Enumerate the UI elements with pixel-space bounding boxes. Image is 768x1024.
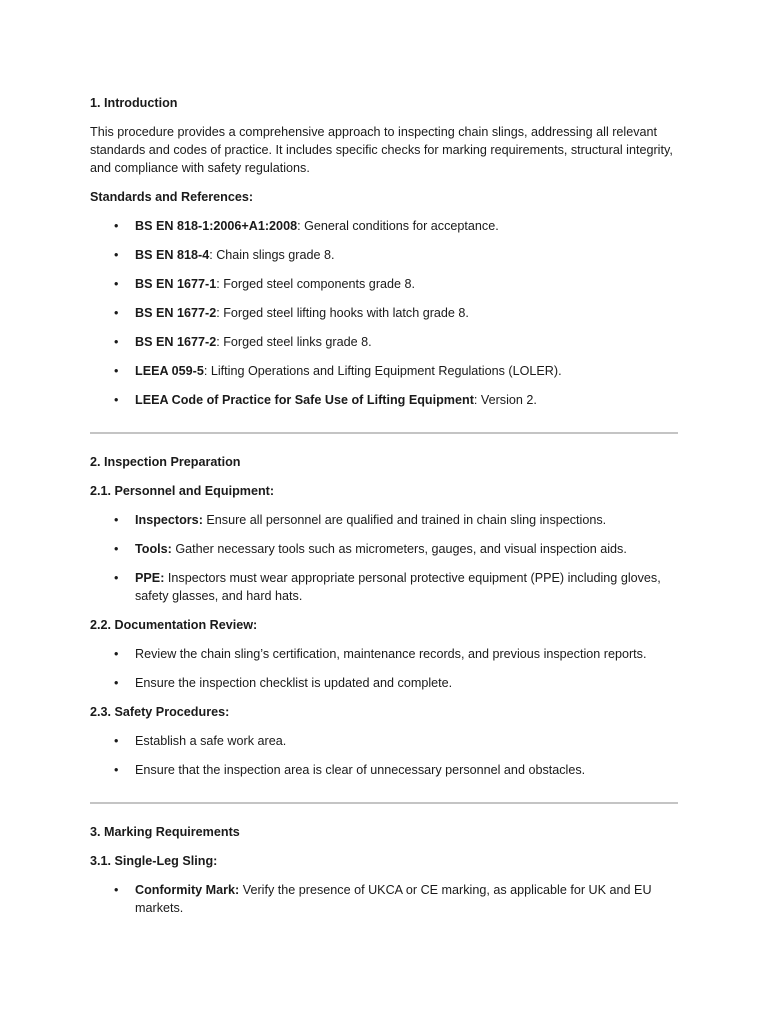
item-text: Ensure that the inspection area is clear of unnecessary personnel and obstacles. [135,763,586,777]
subsection-heading-personnel-equipment: 2.1. Personnel and Equipment: [90,484,275,498]
item-term: Conformity Mark: [135,883,240,897]
section-heading-marking-requirements: 3. Marking Requirements [90,825,240,839]
standard-description: : Forged steel lifting hooks with latch grade 8. [216,306,469,320]
bullet-icon: • [114,335,119,349]
item-description: Inspectors must wear appropriate personal protective equipment (PPE) including gloves, safety glasses, and hard hats. [135,571,661,603]
standard-description: : Lifting Operations and Lifting Equipment Regulations (LOLER). [203,364,562,378]
list-item [90,391,678,409]
section-heading-introduction: 1. Introduction [90,96,178,110]
standard-description: : Forged steel components grade 8. [216,277,416,291]
standard-term: BS EN 818-4 [135,248,210,262]
standards-heading: Standards and References: [90,190,254,204]
standard-term: BS EN 1677-1 [135,277,217,291]
list-item [90,217,678,235]
item-description: Gather necessary tools such as micrometers, gauges, and visual inspection aids. [171,542,627,556]
list-item [90,540,678,558]
bullet-icon: • [114,364,119,378]
bullet-icon: • [114,277,119,291]
item-term: Inspectors: [135,513,203,527]
list-item [90,761,678,779]
standard-term: BS EN 1677-2 [135,335,217,349]
standards-list [90,217,678,409]
standard-description: : Version 2. [473,393,537,407]
list-item [90,511,678,529]
item-term: Tools: [135,542,172,556]
item-term: PPE: [135,571,165,585]
standard-description: : Chain slings grade 8. [209,248,335,262]
standard-term: LEEA 059-5 [135,364,204,378]
bullet-icon: • [114,393,119,407]
item-text: Ensure the inspection checklist is updated and complete. [135,676,453,690]
standard-description: : Forged steel links grade 8. [216,335,372,349]
standard-term: BS EN 1677-2 [135,306,217,320]
bullet-icon: • [114,763,119,777]
subsection-heading-documentation-review: 2.2. Documentation Review: [90,618,258,632]
list-item [90,304,678,322]
list-item [90,362,678,380]
list-item [90,569,678,605]
bullet-icon: • [114,513,119,527]
subsection-heading-safety-procedures: 2.3. Safety Procedures: [90,705,230,719]
bullet-icon: • [114,676,119,690]
list-item [90,732,678,750]
list-item [90,881,678,917]
standard-description: : General conditions for acceptance. [297,219,499,233]
documentation-review-list [90,645,678,692]
list-item [90,645,678,663]
bullet-icon: • [114,647,119,661]
list-item [90,674,678,692]
bullet-icon: • [114,883,119,897]
standard-term: LEEA Code of Practice for Safe Use of Lifting Equipment [135,393,474,407]
item-text: Review the chain sling’s certification, maintenance records, and previous inspection reports. [135,647,647,661]
list-item [90,275,678,293]
item-description: Verify the presence of UKCA or CE marking, as applicable for UK and EU markets. [135,883,652,915]
bullet-icon: • [114,248,119,262]
bullet-icon: • [114,734,119,748]
subsection-heading-single-leg-sling: 3.1. Single-Leg Sling: [90,854,218,868]
single-leg-sling-list [90,881,678,917]
bullet-icon: • [114,219,119,233]
section-divider [90,432,678,434]
bullet-icon: • [114,542,119,556]
list-item [90,246,678,264]
standard-term: BS EN 818-1:2006+A1:2008 [135,219,298,233]
intro-paragraph: This procedure provides a comprehensive approach to inspecting chain slings, addressing all relevant standards and codes of practice. It includes specific checks for marking requirements, structural integrity, and compliance with safety regulations. [90,125,673,175]
section-heading-inspection-preparation: 2. Inspection Preparation [90,455,241,469]
list-item [90,333,678,351]
item-text: Establish a safe work area. [135,734,287,748]
safety-procedures-list [90,732,678,779]
item-description: Ensure all personnel are qualified and trained in chain sling inspections. [202,513,607,527]
bullet-icon: • [114,306,119,320]
bullet-icon: • [114,571,119,585]
personnel-equipment-list [90,511,678,605]
section-divider [90,802,678,804]
